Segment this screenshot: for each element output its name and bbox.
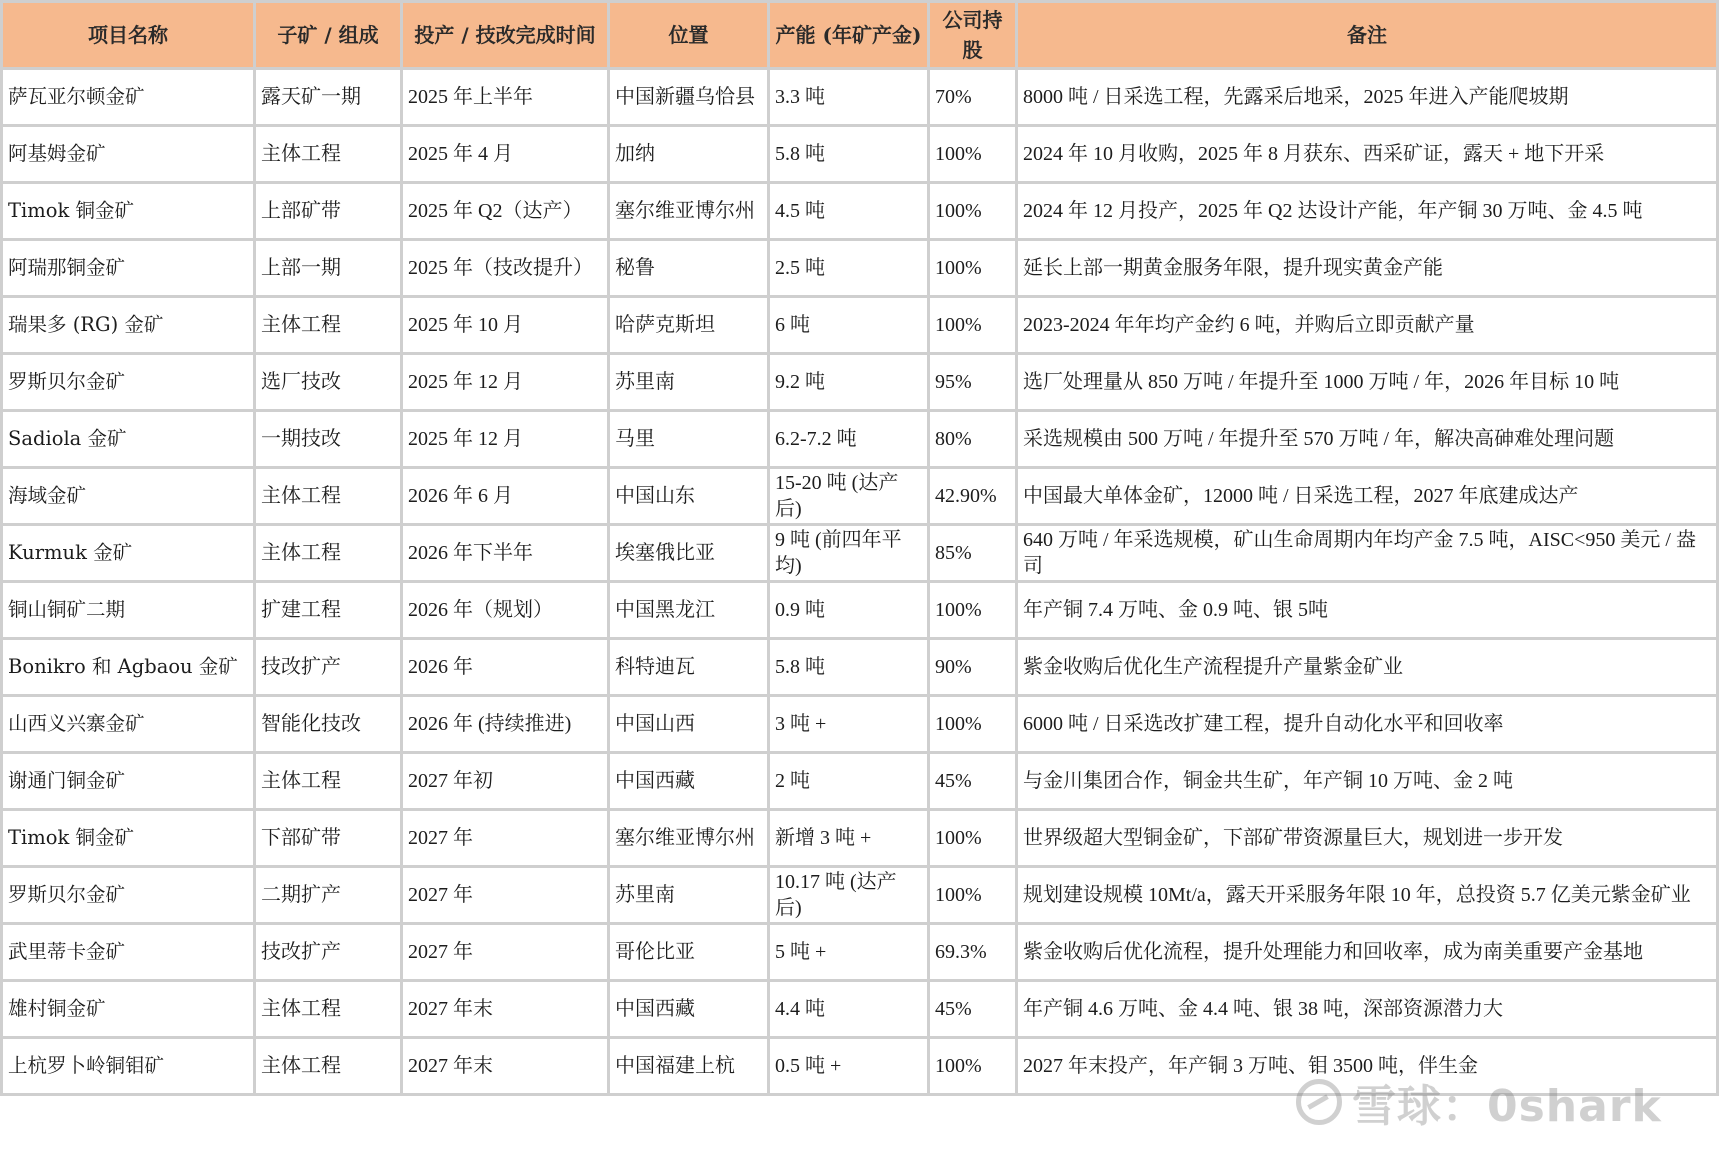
cell-sub-mine-text: 主体工程 [261, 770, 341, 792]
cell-sub-mine [255, 69, 402, 126]
cell-sub-mine-text: 主体工程 [261, 542, 341, 564]
cell-project-name-text: 雄村铜金矿 [8, 997, 106, 1020]
cell-sub-mine [255, 240, 402, 297]
cell-sub-mine-text: 扩建工程 [261, 599, 341, 621]
cell-location [609, 183, 769, 240]
cell-notes-text: 紫金收购后优化生产流程提升产量紫金矿业 [1023, 656, 1403, 678]
cell-start-time-text: 2026 年 6 月 [408, 485, 513, 507]
cell-project-name-text: Bonikro 和 Agbaou 金矿 [8, 655, 238, 678]
cell-stake-text: 45% [935, 998, 972, 1020]
cell-sub-mine-text: 主体工程 [261, 1055, 341, 1077]
cell-capacity [769, 183, 929, 240]
cell-notes-text: 中国最大单体金矿，12000 吨 / 日采选工程，2027 年底建成达产 [1023, 485, 1579, 507]
cell-capacity-text: 10.17 吨 (达产后) [775, 871, 897, 919]
cell-sub-mine-text: 技改扩产 [261, 941, 341, 963]
cell-capacity-text: 3.3 吨 [775, 86, 825, 108]
cell-start-time-text: 2027 年末 [408, 1055, 493, 1077]
cell-location-text: 中国山东 [615, 485, 695, 507]
cell-location-text: 中国福建上杭 [615, 1055, 735, 1077]
cell-sub-mine [255, 468, 402, 525]
cell-notes [1017, 525, 1718, 582]
cell-stake-text: 90% [935, 656, 972, 678]
cell-location-text: 哈萨克斯坦 [615, 314, 715, 336]
header-location: 位置 [609, 2, 769, 69]
cell-notes-text: 延长上部一期黄金服务年限，提升现实黄金产能 [1023, 257, 1443, 279]
cell-start-time-text: 2025 年上半年 [408, 86, 533, 108]
cell-capacity [769, 468, 929, 525]
cell-project-name [2, 924, 255, 981]
table-row [2, 639, 1718, 696]
cell-notes [1017, 582, 1718, 639]
cell-notes-text: 世界级超大型铜金矿，下部矿带资源量巨大，规划进一步开发 [1023, 827, 1563, 849]
cell-start-time [402, 696, 609, 753]
cell-sub-mine-text: 主体工程 [261, 485, 341, 507]
cell-stake-text: 85% [935, 542, 972, 564]
cell-notes [1017, 126, 1718, 183]
cell-sub-mine [255, 981, 402, 1038]
cell-stake [929, 126, 1017, 183]
cell-project-name [2, 354, 255, 411]
cell-project-name [2, 240, 255, 297]
cell-project-name [2, 582, 255, 639]
table-row [2, 411, 1718, 468]
header-project-name: 项目名称 [2, 2, 255, 69]
cell-stake-text: 100% [935, 1055, 982, 1077]
cell-stake-text: 45% [935, 770, 972, 792]
watermark-text: 雪球：0shark [1352, 1081, 1662, 1132]
cell-notes [1017, 753, 1718, 810]
cell-capacity-text: 5.8 吨 [775, 656, 825, 678]
cell-sub-mine-text: 上部一期 [261, 257, 341, 279]
cell-capacity-text: 6 吨 [775, 314, 810, 336]
cell-location-text: 苏里南 [615, 371, 675, 393]
cell-sub-mine-text: 智能化技改 [261, 713, 361, 735]
cell-stake-text: 100% [935, 599, 982, 621]
cell-sub-mine [255, 525, 402, 582]
cell-start-time [402, 753, 609, 810]
cell-sub-mine [255, 924, 402, 981]
cell-start-time-text: 2027 年 [408, 884, 473, 906]
table-row [2, 468, 1718, 525]
cell-start-time-text: 2027 年 [408, 827, 473, 849]
cell-stake [929, 297, 1017, 354]
cell-notes-text: 年产铜 4.6 万吨、金 4.4 吨、银 38 吨，深部资源潜力大 [1023, 998, 1503, 1020]
cell-location-text: 科特迪瓦 [615, 656, 695, 678]
header-stake: 公司持股 [929, 2, 1017, 69]
cell-start-time-text: 2025 年 10 月 [408, 314, 523, 336]
cell-location [609, 69, 769, 126]
cell-stake [929, 240, 1017, 297]
cell-notes [1017, 924, 1718, 981]
cell-sub-mine [255, 297, 402, 354]
header-start-time: 投产 / 技改完成时间 [402, 2, 609, 69]
table-row [2, 696, 1718, 753]
cell-capacity-text: 3 吨 + [775, 713, 827, 735]
cell-location-text: 埃塞俄比亚 [615, 542, 715, 564]
cell-location [609, 525, 769, 582]
cell-notes-text: 年产铜 7.4 万吨、金 0.9 吨、银 5吨 [1023, 599, 1328, 621]
cell-start-time [402, 924, 609, 981]
cell-sub-mine-text: 下部矿带 [261, 827, 341, 849]
cell-start-time-text: 2027 年初 [408, 770, 493, 792]
cell-sub-mine [255, 753, 402, 810]
table-row [2, 924, 1718, 981]
cell-notes [1017, 183, 1718, 240]
watermark [1296, 1070, 1662, 1134]
cell-notes [1017, 240, 1718, 297]
cell-start-time [402, 525, 609, 582]
cell-start-time [402, 69, 609, 126]
table-row [2, 810, 1718, 867]
cell-location-text: 哥伦比亚 [615, 941, 695, 963]
cell-sub-mine [255, 867, 402, 924]
cell-stake [929, 981, 1017, 1038]
cell-project-name [2, 297, 255, 354]
cell-project-name [2, 639, 255, 696]
cell-sub-mine-text: 二期扩产 [261, 884, 341, 906]
cell-start-time [402, 867, 609, 924]
cell-start-time-text: 2025 年 12 月 [408, 371, 523, 393]
cell-capacity-text: 4.4 吨 [775, 998, 825, 1020]
cell-start-time-text: 2025 年 12 月 [408, 428, 523, 450]
cell-location-text: 中国西藏 [615, 770, 695, 792]
cell-notes-text: 6000 吨 / 日采选改扩建工程，提升自动化水平和回收率 [1023, 713, 1504, 735]
cell-start-time [402, 183, 609, 240]
cell-capacity-text: 9 吨 (前四年平均) [775, 529, 902, 577]
cell-capacity-text: 2 吨 [775, 770, 810, 792]
header-capacity: 产能 (年矿产金) [769, 2, 929, 69]
cell-location [609, 240, 769, 297]
cell-location-text: 塞尔维亚博尔州 [615, 200, 755, 222]
cell-project-name-text: 阿基姆金矿 [8, 142, 106, 165]
cell-location [609, 468, 769, 525]
cell-project-name [2, 183, 255, 240]
cell-sub-mine [255, 183, 402, 240]
table-row [2, 69, 1718, 126]
cell-capacity-text: 9.2 吨 [775, 371, 825, 393]
cell-start-time-text: 2025 年 Q2（达产） [408, 200, 583, 222]
cell-start-time-text: 2027 年 [408, 941, 473, 963]
cell-stake-text: 100% [935, 314, 982, 336]
cell-sub-mine [255, 411, 402, 468]
cell-notes [1017, 696, 1718, 753]
cell-capacity-text: 新增 3 吨 + [775, 827, 872, 849]
cell-project-name-text: 罗斯贝尔金矿 [8, 883, 126, 906]
cell-capacity-text: 15-20 吨 (达产后) [775, 472, 899, 520]
cell-capacity-text: 5.8 吨 [775, 143, 825, 165]
cell-capacity [769, 924, 929, 981]
cell-stake-text: 100% [935, 827, 982, 849]
table-body [2, 69, 1718, 1095]
cell-capacity [769, 810, 929, 867]
cell-sub-mine [255, 126, 402, 183]
cell-location [609, 924, 769, 981]
cell-project-name-text: 铜山铜矿二期 [8, 598, 126, 621]
cell-notes [1017, 411, 1718, 468]
cell-notes-text: 与金川集团合作，铜金共生矿，年产铜 10 万吨、金 2 吨 [1023, 770, 1513, 792]
cell-capacity [769, 867, 929, 924]
cell-stake-text: 100% [935, 200, 982, 222]
cell-stake [929, 1038, 1017, 1095]
cell-stake [929, 411, 1017, 468]
cell-location-text: 苏里南 [615, 884, 675, 906]
cell-project-name-text: 上杭罗卜岭铜钼矿 [8, 1054, 165, 1077]
cell-stake [929, 753, 1017, 810]
cell-start-time-text: 2026 年 (持续推进) [408, 713, 572, 735]
cell-capacity-text: 0.5 吨 + [775, 1055, 842, 1077]
cell-sub-mine-text: 一期技改 [261, 428, 341, 450]
cell-location [609, 639, 769, 696]
cell-sub-mine [255, 582, 402, 639]
table-row [2, 525, 1718, 582]
table-row [2, 126, 1718, 183]
cell-stake [929, 639, 1017, 696]
cell-location [609, 411, 769, 468]
cell-start-time [402, 582, 609, 639]
cell-project-name [2, 696, 255, 753]
cell-stake-text: 100% [935, 713, 982, 735]
xueqiu-logo-icon [1296, 1079, 1342, 1125]
cell-sub-mine-text: 技改扩产 [261, 656, 341, 678]
cell-sub-mine-text: 选厂技改 [261, 371, 341, 393]
cell-stake-text: 100% [935, 884, 982, 906]
cell-capacity [769, 411, 929, 468]
cell-project-name [2, 411, 255, 468]
cell-location [609, 810, 769, 867]
cell-sub-mine-text: 主体工程 [261, 998, 341, 1020]
cell-stake [929, 468, 1017, 525]
cell-notes-text: 规划建设规模 10Mt/a，露天开采服务年限 10 年，总投资 5.7 亿美元紫金矿业 [1023, 884, 1691, 906]
cell-notes-text: 2024 年 10 月收购，2025 年 8 月获东、西采矿证，露天 + 地下开采 [1023, 143, 1605, 165]
cell-stake [929, 183, 1017, 240]
header-row [2, 2, 1718, 69]
cell-capacity [769, 69, 929, 126]
cell-sub-mine-text: 主体工程 [261, 143, 341, 165]
cell-capacity [769, 297, 929, 354]
cell-start-time [402, 126, 609, 183]
table-row [2, 867, 1718, 924]
cell-capacity-text: 0.9 吨 [775, 599, 825, 621]
cell-stake [929, 924, 1017, 981]
cell-sub-mine-text: 上部矿带 [261, 200, 341, 222]
cell-stake-text: 42.90% [935, 485, 997, 507]
cell-stake [929, 810, 1017, 867]
cell-location-text: 塞尔维亚博尔州 [615, 827, 755, 849]
cell-capacity [769, 981, 929, 1038]
cell-project-name-text: 瑞果多 (RG) 金矿 [8, 313, 164, 336]
cell-project-name [2, 867, 255, 924]
cell-stake [929, 696, 1017, 753]
cell-notes [1017, 297, 1718, 354]
cell-start-time [402, 639, 609, 696]
cell-project-name [2, 468, 255, 525]
cell-project-name-text: Kurmuk 金矿 [8, 541, 133, 564]
table-row [2, 297, 1718, 354]
cell-start-time-text: 2025 年 4 月 [408, 143, 513, 165]
cell-notes [1017, 810, 1718, 867]
cell-location [609, 753, 769, 810]
cell-notes [1017, 468, 1718, 525]
cell-capacity [769, 582, 929, 639]
header-notes: 备注 [1017, 2, 1718, 69]
table-row [2, 240, 1718, 297]
header-sub-mine: 子矿 / 组成 [255, 2, 402, 69]
cell-project-name-text: 罗斯贝尔金矿 [8, 370, 126, 393]
cell-location [609, 981, 769, 1038]
cell-location [609, 582, 769, 639]
cell-start-time [402, 297, 609, 354]
cell-project-name [2, 810, 255, 867]
cell-project-name-text: 山西义兴寨金矿 [8, 712, 145, 735]
cell-sub-mine [255, 1038, 402, 1095]
cell-capacity-text: 2.5 吨 [775, 257, 825, 279]
cell-stake-text: 69.3% [935, 941, 987, 963]
cell-start-time [402, 1038, 609, 1095]
cell-start-time-text: 2025 年（技改提升） [408, 257, 593, 279]
cell-start-time-text: 2026 年 [408, 656, 473, 678]
cell-capacity [769, 639, 929, 696]
cell-project-name-text: 阿瑞那铜金矿 [8, 256, 126, 279]
cell-notes-text: 2023-2024 年年均产金约 6 吨，并购后立即贡献产量 [1023, 314, 1475, 336]
cell-stake [929, 582, 1017, 639]
cell-location-text: 中国山西 [615, 713, 695, 735]
table-row [2, 582, 1718, 639]
cell-notes [1017, 981, 1718, 1038]
cell-start-time [402, 981, 609, 1038]
cell-stake [929, 867, 1017, 924]
cell-capacity [769, 525, 929, 582]
cell-location-text: 加纳 [615, 143, 655, 165]
cell-start-time-text: 2026 年下半年 [408, 542, 533, 564]
cell-notes [1017, 354, 1718, 411]
cell-location-text: 中国新疆乌恰县 [615, 86, 755, 108]
table-row [2, 981, 1718, 1038]
table-row [2, 354, 1718, 411]
cell-notes-text: 紫金收购后优化流程，提升处理能力和回收率，成为南美重要产金基地 [1023, 941, 1643, 963]
table-row [2, 753, 1718, 810]
cell-sub-mine [255, 354, 402, 411]
cell-project-name-text: Sadiola 金矿 [8, 427, 127, 450]
cell-stake [929, 525, 1017, 582]
cell-sub-mine-text: 露天矿一期 [261, 86, 361, 108]
cell-stake-text: 95% [935, 371, 972, 393]
cell-sub-mine [255, 639, 402, 696]
cell-capacity-text: 5 吨 + [775, 941, 827, 963]
cell-notes-text: 8000 吨 / 日采选工程，先露采后地采，2025 年进入产能爬坡期 [1023, 86, 1569, 108]
cell-notes-text: 640 万吨 / 年采选规模，矿山生命周期内年均产金 7.5 吨，AISC<950 美元 / 盎司 [1023, 529, 1696, 577]
cell-notes [1017, 69, 1718, 126]
cell-location-text: 中国黑龙江 [615, 599, 715, 621]
cell-location-text: 秘鲁 [615, 257, 655, 279]
cell-capacity [769, 696, 929, 753]
cell-location [609, 354, 769, 411]
cell-capacity-text: 6.2-7.2 吨 [775, 428, 857, 450]
cell-stake [929, 354, 1017, 411]
cell-notes-text: 2024 年 12 月投产，2025 年 Q2 达设计产能，年产铜 30 万吨、金 4.5 吨 [1023, 200, 1643, 222]
cell-project-name [2, 525, 255, 582]
cell-stake-text: 80% [935, 428, 972, 450]
cell-location [609, 126, 769, 183]
cell-notes [1017, 639, 1718, 696]
cell-project-name-text: Timok 铜金矿 [8, 199, 134, 222]
cell-stake-text: 70% [935, 86, 972, 108]
cell-project-name-text: 萨瓦亚尔顿金矿 [8, 85, 145, 108]
cell-start-time [402, 411, 609, 468]
cell-project-name [2, 981, 255, 1038]
cell-notes-text: 2027 年末投产，年产铜 3 万吨、钼 3500 吨，伴生金 [1023, 1055, 1478, 1077]
cell-start-time [402, 468, 609, 525]
cell-start-time-text: 2026 年（规划） [408, 599, 553, 621]
cell-notes [1017, 867, 1718, 924]
cell-project-name-text: 武里蒂卡金矿 [8, 940, 126, 963]
cell-capacity-text: 4.5 吨 [775, 200, 825, 222]
cell-capacity [769, 240, 929, 297]
cell-location-text: 中国西藏 [615, 998, 695, 1020]
cell-project-name-text: 海域金矿 [8, 484, 87, 507]
cell-capacity [769, 753, 929, 810]
cell-start-time-text: 2027 年末 [408, 998, 493, 1020]
cell-start-time [402, 240, 609, 297]
cell-location [609, 696, 769, 753]
cell-capacity [769, 126, 929, 183]
table-row [2, 183, 1718, 240]
cell-project-name [2, 1038, 255, 1095]
cell-project-name [2, 753, 255, 810]
cell-capacity [769, 1038, 929, 1095]
cell-location [609, 1038, 769, 1095]
cell-sub-mine-text: 主体工程 [261, 314, 341, 336]
cell-notes-text: 采选规模由 500 万吨 / 年提升至 570 万吨 / 年，解决高砷难处理问题 [1023, 428, 1615, 450]
cell-project-name-text: 谢通门铜金矿 [8, 769, 126, 792]
cell-sub-mine [255, 810, 402, 867]
cell-start-time [402, 354, 609, 411]
cell-stake-text: 100% [935, 143, 982, 165]
cell-location [609, 867, 769, 924]
cell-capacity [769, 354, 929, 411]
cell-stake-text: 100% [935, 257, 982, 279]
cell-location [609, 297, 769, 354]
cell-notes-text: 选厂处理量从 850 万吨 / 年提升至 1000 万吨 / 年，2026 年目标 10 吨 [1023, 371, 1620, 393]
cell-project-name [2, 126, 255, 183]
cell-start-time [402, 810, 609, 867]
cell-project-name-text: Timok 铜金矿 [8, 826, 134, 849]
cell-location-text: 马里 [615, 428, 655, 450]
cell-project-name [2, 69, 255, 126]
cell-stake [929, 69, 1017, 126]
cell-sub-mine [255, 696, 402, 753]
